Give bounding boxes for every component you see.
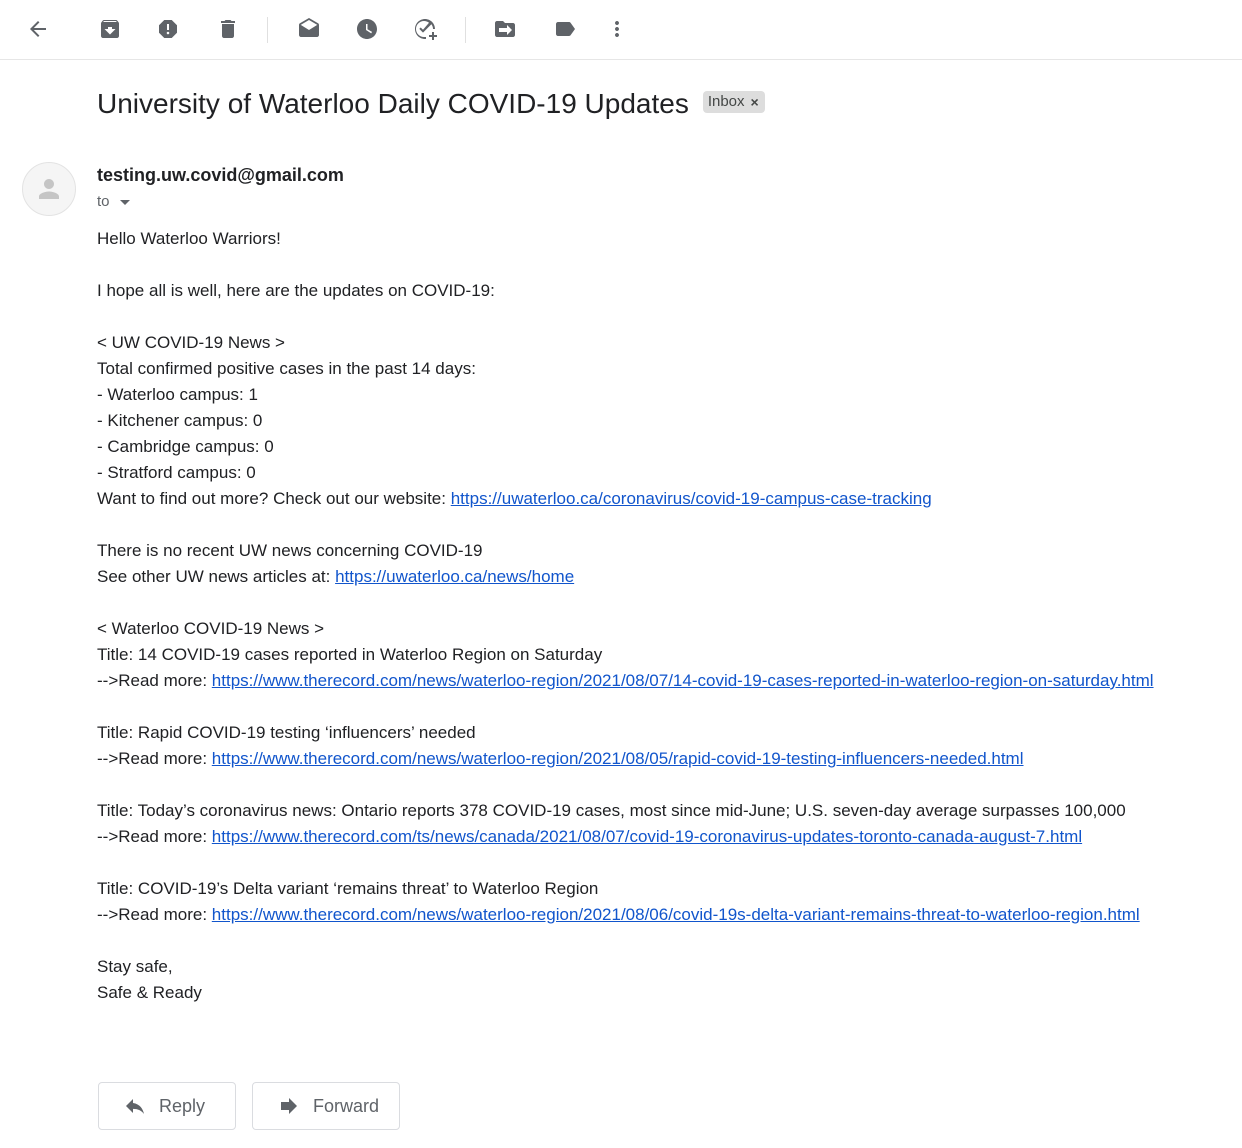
subject-row: [97, 88, 765, 120]
campus-cases-line: - Kitchener campus: 0: [97, 411, 263, 430]
more-vert-icon: [605, 17, 629, 41]
recipient-row: [97, 193, 130, 210]
delete-button[interactable]: [208, 9, 248, 49]
remove-label-icon[interactable]: ×: [750, 93, 759, 110]
find-more-line: [97, 486, 1227, 512]
other-news-text: See other UW news articles at:: [97, 567, 336, 586]
reply-label: Reply: [159, 1095, 206, 1116]
uw-news-link[interactable]: https://uwaterloo.ca/news/home: [335, 567, 575, 586]
sender-email[interactable]: testing.uw.covid@gmail.com: [97, 165, 344, 185]
mark-unread-button[interactable]: [289, 9, 329, 49]
campus-cases-line: - Cambridge campus: 0: [97, 437, 274, 456]
reply-button[interactable]: [98, 1082, 236, 1130]
move-to-button[interactable]: [485, 9, 525, 49]
add-to-tasks-button[interactable]: [405, 9, 445, 49]
other-news-line: [97, 564, 1227, 590]
read-more-label: -->Read more:: [97, 827, 212, 846]
clock-icon: [355, 17, 379, 41]
label-text: Inbox: [707, 93, 745, 110]
arrow-left-icon: [26, 17, 50, 41]
campus-cases-line: - Waterloo campus: 1: [97, 385, 258, 404]
person-icon: [34, 174, 64, 204]
find-more-text: Want to find out more? Check out our website:: [97, 489, 451, 508]
mark-unread-icon: [297, 17, 321, 41]
move-to-icon: [493, 17, 517, 41]
uw-news-header: < UW COVID-19 News >: [97, 333, 285, 352]
signoff-line: Safe & Ready: [97, 983, 202, 1002]
label-icon: [553, 17, 577, 41]
read-more-label: -->Read more:: [97, 671, 212, 690]
toolbar: [0, 0, 1242, 60]
article-title: Title: Today’s coronavirus news: Ontario reports 378 COVID-19 cases, most since mid-June; U.S. seven-day average surpasses 100,000: [97, 801, 1126, 820]
article-link[interactable]: https://www.therecord.com/news/waterloo-region/2021/08/06/covid-19s-delta-variant-remains-threat-to-waterloo-region.html: [211, 905, 1140, 924]
article-link[interactable]: https://www.therecord.com/news/waterloo-region/2021/08/05/rapid-covid-19-testing-influencers-needed.html: [211, 749, 1024, 768]
article-read-more: [97, 668, 1227, 694]
email-body: [97, 226, 1227, 1006]
article-link[interactable]: https://www.therecord.com/news/waterloo-region/2021/08/07/14-covid-19-cases-reported-in-waterloo-region-on-saturday.html: [211, 671, 1154, 690]
waterloo-news-header: < Waterloo COVID-19 News >: [97, 619, 325, 638]
trash-icon: [216, 17, 240, 41]
archive-icon: [98, 17, 122, 41]
read-more-label: -->Read more:: [97, 749, 212, 768]
report-spam-button[interactable]: [148, 9, 188, 49]
no-news-line: There is no recent UW news concerning COVID-19: [97, 541, 483, 560]
article-title: Title: 14 COVID-19 cases reported in Waterloo Region on Saturday: [97, 645, 603, 664]
signoff-line: Stay safe,: [97, 957, 173, 976]
back-button[interactable]: [18, 9, 58, 49]
snooze-button[interactable]: [347, 9, 387, 49]
case-tracking-link[interactable]: https://uwaterloo.ca/coronavirus/covid-19-campus-case-tracking: [450, 489, 932, 508]
email-subject: University of Waterloo Daily COVID-19 Updates: [97, 88, 689, 119]
inbox-label-chip[interactable]: [703, 91, 765, 113]
toolbar-divider: [267, 17, 268, 43]
campus-cases-line: - Stratford campus: 0: [97, 463, 256, 482]
body-greeting: Hello Waterloo Warriors!: [97, 229, 281, 248]
forward-button[interactable]: [252, 1082, 400, 1130]
toolbar-divider: [465, 17, 466, 43]
read-more-label: -->Read more:: [97, 905, 212, 924]
avatar: [22, 162, 76, 216]
article-link[interactable]: https://www.therecord.com/ts/news/canada/2021/08/07/covid-19-coronavirus-updates-toronto-canada-august-7.html: [211, 827, 1083, 846]
labels-button[interactable]: [545, 9, 585, 49]
forward-icon: [277, 1094, 301, 1118]
forward-label: Forward: [313, 1095, 380, 1116]
article-read-more: [97, 824, 1227, 850]
archive-button[interactable]: [90, 9, 130, 49]
to-label: to: [97, 193, 110, 210]
article-title: Title: COVID-19’s Delta variant ‘remains threat’ to Waterloo Region: [97, 879, 599, 898]
show-details-caret-icon[interactable]: [120, 200, 130, 205]
more-button[interactable]: [597, 9, 637, 49]
add-task-icon: [413, 17, 437, 41]
body-intro: I hope all is well, here are the updates on COVID-19:: [97, 281, 495, 300]
cases-intro: Total confirmed positive cases in the past 14 days:: [97, 359, 476, 378]
reply-icon: [123, 1094, 147, 1118]
article-read-more: [97, 746, 1227, 772]
report-icon: [156, 17, 180, 41]
article-title: Title: Rapid COVID-19 testing ‘influencers’ needed: [97, 723, 476, 742]
article-read-more: [97, 902, 1227, 928]
